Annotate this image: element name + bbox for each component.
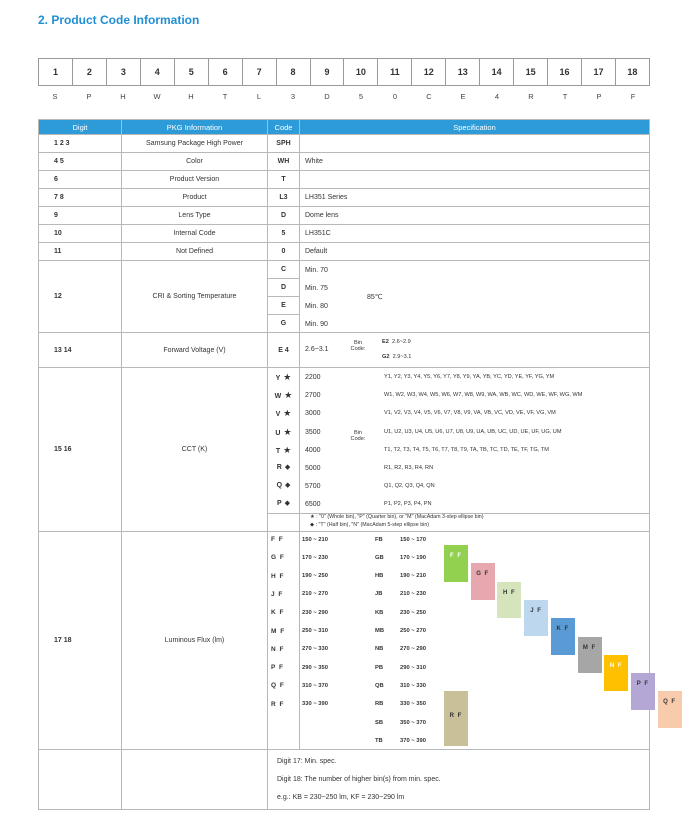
flux-code-right: RB — [375, 701, 384, 708]
flux-bin-block — [444, 691, 468, 746]
row-spec: LH351 Series — [300, 189, 650, 207]
header-digit: Digit — [39, 120, 122, 135]
row-digit: 7 8 — [39, 189, 122, 207]
row-code: WH — [268, 153, 300, 171]
flux-bin-block — [631, 673, 655, 710]
flux-range-right: 150 ~ 170 — [400, 536, 426, 543]
cri-code: D — [268, 279, 300, 297]
flux-code-left: H F — [271, 572, 285, 580]
digit17-note: Digit 17: Min. spec. — [277, 757, 337, 765]
star-icon: ★ — [283, 372, 292, 382]
flux-bin-block-label: J F — [530, 607, 542, 614]
flux-range-left: 250 ~ 310 — [302, 628, 328, 634]
code-position: 10 — [344, 59, 378, 85]
flux-range-left: 330 ~ 390 — [302, 701, 328, 708]
row-digit: 9 — [39, 207, 122, 225]
table-row — [39, 207, 650, 225]
cct-code: T — [275, 447, 281, 455]
cct-pkg: CCT (K) — [122, 368, 268, 532]
code-letter: R — [528, 92, 534, 101]
flux-range-right: 290 ~ 310 — [400, 664, 426, 671]
vf-digit: 13 14 — [39, 333, 122, 368]
flux-range-right: 190 ~ 210 — [400, 573, 426, 580]
cct-code: Y — [275, 375, 281, 382]
code-position: 12 — [412, 59, 446, 85]
cct-kelvin: 5700 — [305, 483, 321, 491]
cri-spec: Min. 80 — [305, 303, 328, 310]
star-icon: ★ — [283, 408, 292, 419]
row-spec: Dome lens — [300, 207, 650, 225]
vf-row — [39, 333, 650, 368]
flux-code-right: GB — [375, 554, 384, 561]
table-row — [39, 135, 650, 153]
code-position: 13 — [446, 59, 480, 85]
code-letter: P — [86, 92, 92, 101]
vf-bin-code: G2 — [382, 354, 390, 360]
cct-spec-cell — [268, 368, 650, 532]
flux-range-right: 210 ~ 230 — [400, 591, 426, 598]
cct-kelvin: 5000 — [305, 465, 321, 472]
header-spec: Specification — [300, 120, 650, 135]
flux-bin-block — [658, 691, 682, 728]
vf-pkg: Forward Voltage (V) — [122, 333, 268, 368]
cct-divider — [299, 368, 300, 532]
flux-code-left: M F — [271, 627, 286, 635]
code-position: 18 — [627, 67, 638, 77]
cri-code: G — [268, 315, 300, 333]
row-digit: 10 — [39, 225, 122, 243]
flux-range-left: 190 ~ 250 — [302, 573, 328, 580]
flux-code-left: Q F — [271, 682, 285, 690]
row-pkg: Not Defined — [122, 243, 268, 261]
flux-code-left: P F — [271, 664, 284, 672]
flux-code-left: G F — [271, 554, 285, 562]
code-letter: H — [188, 92, 194, 101]
flux-code-right: MB — [375, 628, 385, 634]
row-digit: 1 2 3 — [39, 135, 122, 153]
row-spec: LH351C — [300, 225, 650, 243]
flux-bin-block — [444, 545, 468, 582]
cct-code-cell — [268, 443, 299, 457]
row-spec — [300, 171, 650, 189]
section-title: 2. Product Code Information — [38, 13, 200, 27]
cri-pkg: CRI & Sorting Temperature — [122, 261, 268, 333]
flux-row — [39, 532, 650, 750]
cri-temp: 85℃ — [367, 294, 383, 301]
cri-code: E — [268, 297, 300, 315]
cct-bin-list: W1, W2, W3, W4, W5, W6, W7, W8, W9, WA, WB, WC, WD, WE, WF, WG, WM — [384, 392, 583, 399]
row-code: L3 — [268, 189, 300, 207]
flux-bin-block — [604, 655, 628, 692]
cct-code-cell — [268, 461, 299, 475]
flux-range-left: 170 ~ 230 — [302, 554, 328, 561]
cri-spec-cell — [300, 261, 650, 333]
code-letter: 3 — [290, 92, 296, 101]
product-code-table — [38, 119, 677, 810]
flux-range-left: 210 ~ 270 — [302, 591, 328, 598]
flux-bin-block-label: N F — [609, 662, 623, 669]
vf-bin-range: 2.6~2.9 — [391, 339, 411, 345]
cct-bin-label: Bin Code: — [350, 430, 366, 442]
flux-divider — [299, 532, 300, 750]
flux-range-left: 150 ~ 210 — [302, 536, 328, 543]
diamond-icon: ◆ — [284, 464, 291, 471]
cct-code: W — [274, 393, 282, 401]
cct-kelvin: 6500 — [305, 501, 321, 509]
vf-spec-cell — [300, 333, 650, 368]
code-position-boxes — [38, 58, 650, 86]
flux-range-right: 270 ~ 290 — [400, 646, 426, 653]
flux-bin-block-label: P F — [636, 681, 649, 688]
flux-code-right: FB — [375, 536, 383, 543]
code-letter: T — [222, 92, 228, 101]
star-icon: ★ — [283, 426, 292, 437]
flux-range-right: 350 ~ 370 — [400, 719, 426, 726]
flux-code-right: SB — [375, 719, 384, 726]
code-letter: 0 — [392, 92, 398, 101]
cct-code-cell — [268, 388, 299, 402]
flux-code-right: JB — [375, 591, 383, 598]
table-row — [39, 189, 650, 207]
row-spec: White — [300, 153, 650, 171]
header-pkg: PKG Information — [122, 120, 268, 135]
flux-notes — [268, 750, 650, 810]
row-code: SPH — [268, 135, 300, 153]
code-position: 8 — [277, 59, 311, 85]
vf-bin-code: E2 — [382, 339, 389, 345]
row-pkg: Product Version — [122, 171, 268, 189]
code-letter: P — [596, 92, 602, 101]
cri-spec: Min. 70 — [305, 267, 328, 274]
vf-bin-range: 2.9~3.1 — [392, 354, 412, 360]
vf-code: E 4 — [268, 333, 300, 368]
cri-code: C — [268, 261, 300, 279]
flux-code-right: TB — [375, 737, 383, 744]
cct-bin-list: P1, P2, P3, P4, PN — [384, 501, 432, 508]
cct-row — [39, 368, 650, 532]
star-icon: ★ — [283, 444, 292, 455]
cct-kelvin: 3500 — [305, 428, 321, 436]
table-row — [39, 243, 650, 261]
flux-code-left: F F — [271, 536, 284, 543]
cct-code: R — [276, 464, 282, 471]
flux-bin-block-label: R F — [449, 713, 463, 719]
table-header-row — [39, 120, 650, 135]
flux-range-right: 230 ~ 250 — [400, 609, 426, 616]
row-digit: 6 — [39, 171, 122, 189]
code-position: 4 — [141, 59, 175, 85]
code-example-letters — [38, 92, 650, 106]
header-code: Code — [268, 120, 300, 135]
row-spec: Default — [300, 243, 650, 261]
flux-spec-cell — [268, 532, 677, 750]
row-code: D — [268, 207, 300, 225]
flux-code-left: K F — [271, 609, 285, 617]
flux-range-left: 290 ~ 350 — [302, 664, 328, 671]
code-position: 3 — [107, 59, 141, 85]
code-letter: 4 — [494, 92, 500, 101]
code-position: 7 — [243, 59, 277, 85]
flux-bin-block-label: K F — [556, 626, 570, 633]
flux-range-right: 330 ~ 350 — [400, 701, 426, 708]
row-pkg: Color — [122, 153, 268, 171]
row-pkg: Internal Code — [122, 225, 268, 243]
flux-range-right: 170 ~ 190 — [400, 554, 426, 561]
cct-code: V — [275, 411, 281, 419]
flux-range-right: 370 ~ 390 — [400, 737, 426, 744]
flux-bin-block — [551, 618, 575, 655]
cri-digit: 12 — [39, 261, 122, 333]
flux-bin-block-label: H F — [503, 589, 516, 596]
cct-kelvin: 4000 — [305, 446, 321, 454]
flux-bin-block-label: F F — [450, 553, 462, 559]
row-digit: 4 5 — [39, 153, 122, 171]
flux-pkg: Luminous Flux (lm) — [122, 532, 268, 750]
row-code: 0 — [268, 243, 300, 261]
code-letter: L — [256, 92, 262, 101]
cct-bin-list: Y1, Y2, Y3, Y4, Y5, Y6, Y7, Y8, Y9, YA, YB, YC, YD, YE, YF, YG, YM — [384, 374, 555, 380]
code-position: 2 — [73, 59, 107, 85]
flux-code-right: NB — [375, 646, 384, 653]
flux-code-right: KB — [375, 609, 384, 616]
vf-bin-label: Bin Code: — [350, 340, 366, 352]
cct-code-cell — [268, 425, 299, 439]
flux-bin-block-label: M F — [582, 644, 597, 651]
flux-range-right: 310 ~ 330 — [400, 682, 426, 689]
flux-bin-block — [497, 582, 521, 619]
flux-range-right: 250 ~ 270 — [400, 628, 426, 634]
flux-bin-block — [524, 600, 548, 637]
cct-kelvin: 2200 — [305, 374, 321, 381]
digit18-note: Digit 18: The number of higher bin(s) from min. spec. — [277, 775, 441, 783]
cct-code-cell — [268, 406, 299, 420]
example-note: e.g.: KB = 230~250 lm, KF = 230~290 lm — [277, 793, 405, 801]
flux-range-left: 270 ~ 330 — [302, 646, 328, 653]
flux-code-left: R F — [271, 700, 285, 708]
flux-bin-block-label: G F — [476, 571, 490, 578]
code-position: 9 — [311, 59, 345, 85]
cct-code: Q — [276, 482, 283, 490]
cri-row — [39, 261, 650, 279]
code-position: 11 — [378, 59, 412, 85]
table-row — [39, 171, 650, 189]
row-pkg: Samsung Package High Power — [122, 135, 268, 153]
flux-bin-block — [578, 637, 602, 674]
row-pkg: Product — [122, 189, 268, 207]
code-position: 16 — [548, 59, 582, 85]
flux-bin-block-label: Q F — [663, 699, 677, 706]
code-letter: D — [324, 92, 330, 101]
code-position: 1 — [39, 59, 73, 85]
diamond-icon: ◆ — [285, 482, 291, 490]
cct-code-cell — [268, 370, 299, 384]
code-letter: E — [460, 92, 466, 101]
code-position: 15 — [514, 59, 548, 85]
cct-bin-list: V1, V2, V3, V4, V5, V6, V7, V8, V9, VA, VB, VC, VD, VE, VF, VG, VM — [384, 410, 556, 417]
flux-code-right: PB — [375, 664, 384, 671]
row-digit: 11 — [39, 243, 122, 261]
code-position: 5 — [175, 59, 209, 85]
cct-kelvin: 3000 — [305, 410, 321, 418]
code-position: 17 — [582, 59, 616, 85]
cct-note: ★ : "0" (Whole bin), "P" (Quarter bin), or "M" (MacAdam 3-step ellipse bin) — [310, 514, 484, 520]
flux-code-left: N F — [271, 645, 285, 653]
flux-code-right: QB — [375, 682, 384, 689]
flux-code-right: HB — [375, 573, 384, 580]
table-row — [39, 153, 650, 171]
flux-range-left: 310 ~ 370 — [302, 682, 328, 689]
flux-bin-block — [471, 563, 495, 600]
cct-bin-list: T1, T2, T3, T4, T5, T6, T7, T8, T9, TA, TB, TC, TD, TE, TF, TG, TM — [384, 446, 549, 453]
code-letter: F — [630, 92, 636, 101]
cct-code-cell — [268, 479, 299, 493]
row-code: 5 — [268, 225, 300, 243]
flux-notes-row — [39, 750, 650, 810]
cct-note: ◆ : "T" (Half bin), "N" (MacAdam 5-step ellipse bin) — [310, 522, 430, 528]
cct-kelvin: 2700 — [305, 392, 321, 400]
cct-code-cell — [268, 497, 299, 511]
code-position: 14 — [480, 59, 514, 85]
cct-digit: 15 16 — [39, 368, 122, 532]
cri-spec: Min. 75 — [305, 285, 328, 292]
cri-spec: Min. 90 — [305, 321, 328, 328]
cct-code: U — [275, 429, 281, 437]
diamond-icon: ◆ — [284, 500, 291, 508]
code-letter: T — [562, 92, 568, 101]
flux-range-left: 230 ~ 290 — [302, 609, 328, 616]
code-position: 6 — [209, 59, 243, 85]
code-letter: C — [426, 92, 432, 101]
flux-code-left: J F — [271, 590, 284, 598]
row-spec — [300, 135, 650, 153]
table-row — [39, 225, 650, 243]
star-icon: ★ — [284, 390, 293, 401]
code-letter: 5 — [358, 92, 364, 101]
cct-bin-list: R1, R2, R3, R4, RN — [384, 465, 434, 471]
row-pkg: Lens Type — [122, 207, 268, 225]
code-letter: S — [52, 92, 58, 101]
code-letter: H — [120, 92, 126, 101]
cct-bin-list: U1, U2, U3, U4, U5, U6, U7, U8, U9, UA, UB, UC, UD, UE, UF, UG, UM — [384, 428, 562, 435]
cct-bin-list: Q1, Q2, Q3, Q4, QN — [384, 483, 435, 490]
row-code: T — [268, 171, 300, 189]
vf-range: 2.6~3.1 — [305, 346, 329, 353]
flux-digit: 17 18 — [39, 532, 122, 750]
code-letter: W — [153, 92, 161, 101]
cct-code: P — [276, 500, 282, 508]
